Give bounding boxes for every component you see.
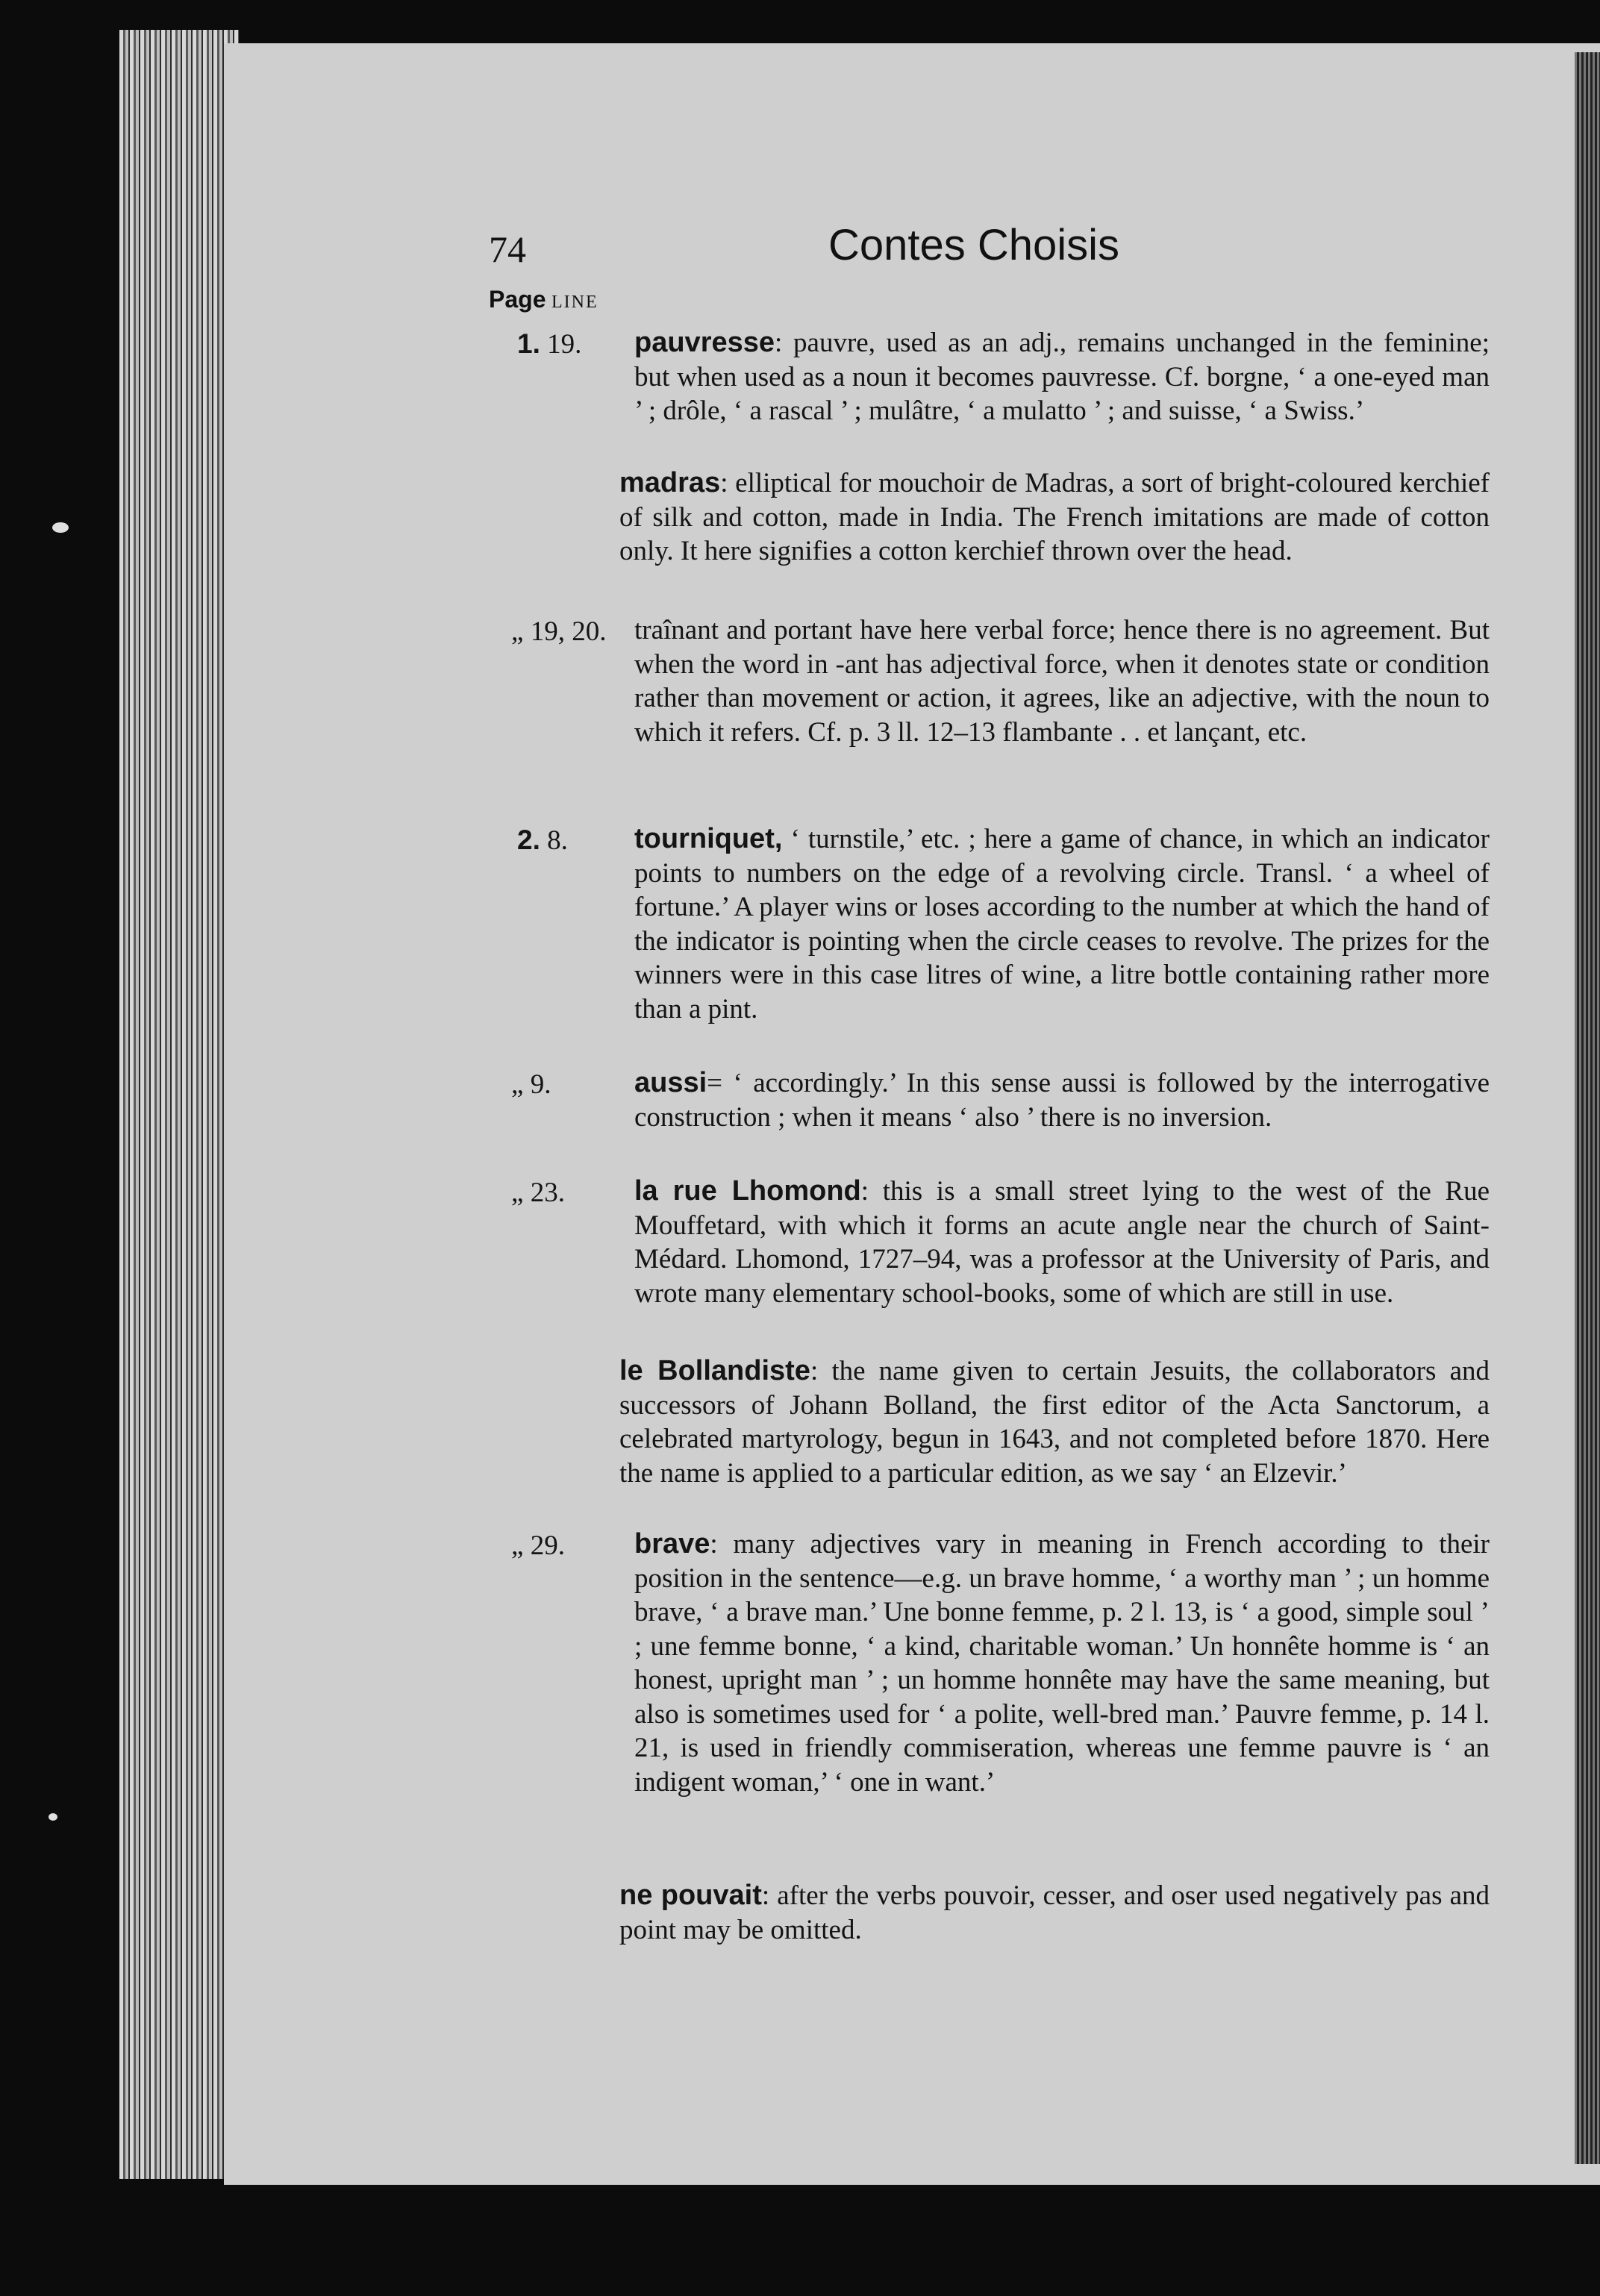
entry-text: : this is a small street lying to the west of the Rue Mouffetard, with which it forms an acute angle near the church of Saint-Médard. Lhomond, 1727–94, was a professor at the University of Paris, and wrote many elementary school-books, some of which are still in use. (634, 1176, 1490, 1309)
entry-page-marker: „ 29. (511, 1530, 565, 1561)
note-entry (634, 822, 1490, 1026)
column-header-page: Page (489, 286, 546, 313)
note-entry (634, 1527, 1490, 1799)
scan-speck (52, 522, 69, 533)
entry-headword: ne pouvait (619, 1880, 762, 1911)
entry-text: traînant and portant have here verbal force; hence there is no agreement. But when the word in -ant has adjectival force, when it denotes state or condition rather than movement or action, it agrees, like an adjective, with the noun to which it refers. Cf. p. 3 ll. 12–13 flambante . . et lançant, etc. (634, 615, 1490, 748)
entry-headword: madras (619, 467, 721, 498)
entry-text: ‘ turnstile,’ etc. ; here a game of chance, in which an indicator points to numbers on the edge of a revolving circle. Transl. ‘ a wheel of fortune.’ A player wins or loses according to the number at which the hand of the indicator is pointing when the circle ceases to revolve. The prizes for the winners were in this case litres of wine, a litre bottle containing rather more than a pint. (634, 824, 1490, 1025)
entry-headword: tourniquet, (634, 823, 783, 854)
entry-headword: brave (634, 1528, 710, 1560)
scan-speck (49, 1813, 57, 1821)
entry-page-marker: 2. 8. (517, 825, 568, 856)
note-entry (634, 1066, 1490, 1134)
note-entry (634, 613, 1490, 749)
entry-page-marker: „ 9. (511, 1069, 551, 1100)
entry-headword: aussi (634, 1067, 707, 1098)
entry-text: : elliptical for mouchoir de Madras, a sort of bright-coloured kerchief of silk and cotton, made in India. The French imitations are made of cotton only. It here signifies a cotton kerchief thrown over the head. (619, 468, 1490, 566)
entry-text: : the name given to certain Jesuits, the collaborators and successors of Johann Bolland, the first editor of the Acta Sanctorum, a celebrated martyrology, begun in 1643, and not completed before 1870. Here the name is applied to a particular edition, as we say ‘ an Elzevir.’ (619, 1356, 1490, 1489)
column-header (489, 286, 599, 313)
column-header-line: LINE (551, 293, 599, 312)
entry-text: = ‘ accordingly.’ In this sense aussi is followed by the interrogative construction ; when it means ‘ also ’ there is no inversion. (634, 1068, 1490, 1133)
entry-headword: le Bollandiste (619, 1355, 810, 1386)
entry-page-marker: „ 23. (511, 1177, 565, 1208)
entry-headword: pauvresse (634, 327, 775, 358)
page-number: 74 (489, 228, 526, 270)
book-right-edge (1575, 52, 1600, 2164)
running-head: Contes Choisis (828, 221, 1120, 269)
entry-text: : after the verbs pouvoir, cesser, and oser used negatively pas and point may be omitted. (619, 1880, 1490, 1945)
note-entry (634, 326, 1490, 428)
note-entry (619, 466, 1490, 569)
entry-text: : many adjectives vary in meaning in French according to their position in the sentence—e.g. un brave homme, ‘ a worthy man ’ ; un homme brave, ‘ a brave man.’ Une bonne femme, p. 2 l. 13, is ‘ a good, simple soul ’ ; une femme bonne, ‘ a kind, charitable woman.’ Un honnête homme is ‘ an honest, upright man ’ ; un homme honnête may have the same meaning, but also is sometimes used for ‘ a polite, well-bred man.’ Pauvre femme, p. 14 l. 21, is used in friendly commiseration, whereas une femme pauvre is ‘ an indigent woman,’ ‘ one in want.’ (634, 1529, 1490, 1798)
entry-page-marker: „ 19, 20. (511, 616, 607, 647)
note-entry (619, 1879, 1490, 1947)
note-entry (619, 1354, 1490, 1490)
entry-headword: la rue Lhomond (634, 1175, 861, 1207)
entry-page-marker: 1. 19. (517, 328, 582, 360)
book-page-edges (119, 30, 239, 2179)
note-entry (634, 1174, 1490, 1310)
entry-text: : pauvre, used as an adj., remains unchanged in the feminine; but when used as a noun it becomes pauvresse. Cf. borgne, ‘ a one-eyed man ’ ; drôle, ‘ a rascal ’ ; mulâtre, ‘ a mulatto ’ ; and suisse, ‘ a Swiss.’ (634, 328, 1490, 426)
